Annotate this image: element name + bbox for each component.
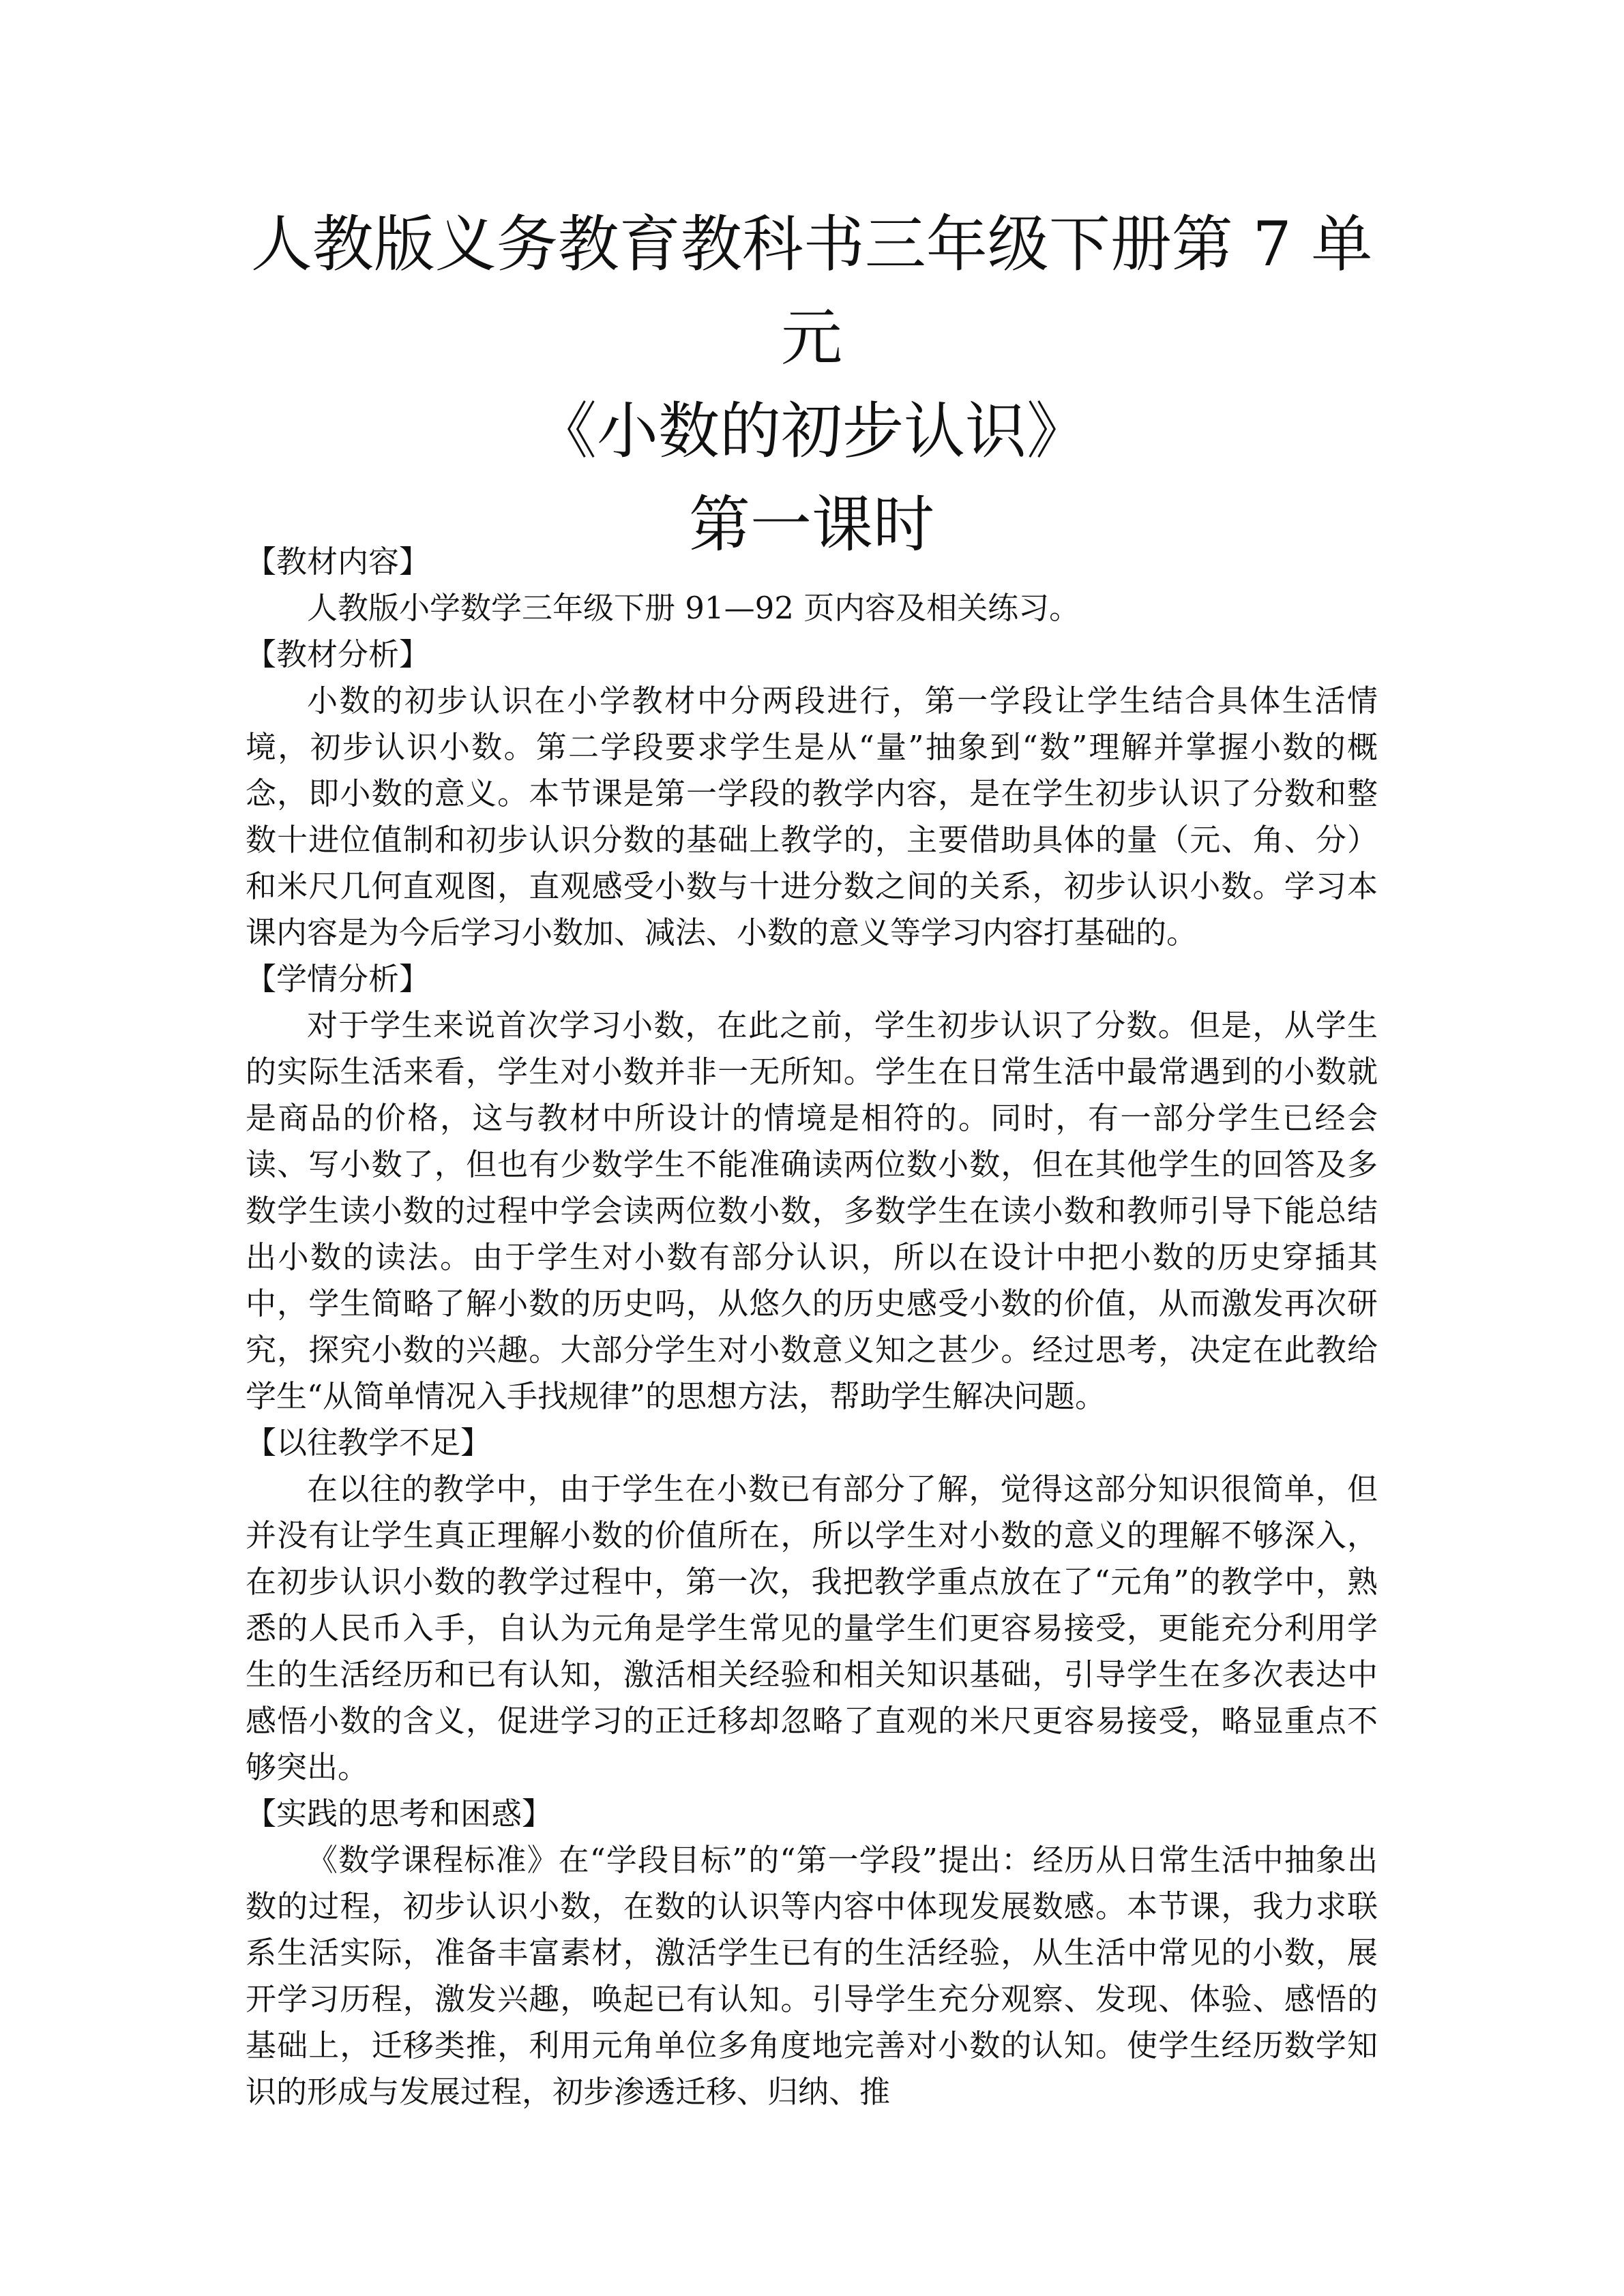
section-past-teaching-shortcomings — [246, 1420, 1378, 1791]
document-body — [246, 539, 1378, 2115]
section-student-analysis — [246, 956, 1378, 1420]
section-paragraph: 《数学课程标准》在“学段目标”的“第一学段”提出：经历从日常生活中抽象出数的过程，初步认识小数，在数的认识等内容中体现发展数感。本节课，我力求联系生活实际，准备丰富素材，激活学生已有的生活经验，从生活中常见的小数，展开学习历程，激发兴趣，唤起已有认知。引导学生充分观察、发现、体验、感悟的基础上，迁移类推，利用元角单位多角度地完善对小数的认知。使学生经历数学知识的形成与发展过程，初步渗透迁移、归纳、推 — [246, 1842, 1378, 2110]
section-textbook-content — [246, 539, 1378, 631]
section-paragraph: 在以往的教学中，由于学生在小数已有部分了解，觉得这部分知识很简单，但并没有让学生真正理解小数的价值所在，所以学生对小数的意义的理解不够深入，在初步认识小数的教学过程中，第一次，我把教学重点放在了“元角”的教学中，熟悉的人民币入手，自认为元角是学生常见的量学生们更容易接受，更能充分利用学生的生活经历和已有认知，激活相关经验和相关知识基础，引导学生在多次表达中感悟小数的含义，促进学习的正迁移却忽略了直观的米尺更容易接受，略显重点不够突出。 — [246, 1471, 1378, 1785]
section-heading: 【以往教学不足】 — [246, 1425, 492, 1461]
document-title — [246, 198, 1378, 571]
section-practice-reflection — [246, 1791, 1378, 2115]
title-line-4: 第一课时 — [689, 489, 934, 561]
title-line-1: 人教版义务教育教科书三年级下册第 7 单 — [250, 209, 1373, 280]
section-paragraph: 对于学生来说首次学习小数，在此之前，学生初步认识了分数。但是，从学生的实际生活来看，学生对小数并非一无所知。学生在日常生活中最常遇到的小数就是商品的价格，这与教材中所设计的情境是相符的。同时，有一部分学生已经会读、写小数了，但也有少数学生不能准确读两位数小数，但在其他学生的回答及多数学生读小数的过程中学会读两位数小数，多数学生在读小数和教师引导下能总结出小数的读法。由于学生对小数有部分认识，所以在设计中把小数的历史穿插其中，学生简略了解小数的历史吗，从悠久的历史感受小数的价值，从而激发再次研究，探究小数的兴趣。大部分学生对小数意义知之甚少。经过思考，决定在此教给学生“从简单情况入手找规律”的思想方法，帮助学生解决问题。 — [246, 1007, 1378, 1414]
section-paragraph: 小数的初步认识在小学教材中分两段进行，第一学段让学生结合具体生活情境，初步认识小数。第二学段要求学生是从“量”抽象到“数”理解并掌握小数的概念，即小数的意义。本节课是第一学段的教学内容，是在学生初步认识了分数和整数十进位值制和初步认识分数的基础上教学的，主要借助具体的量（元、角、分）和米尺几何直观图，直观感受小数与十进分数之间的关系，初步认识小数。学习本课内容是为今后学习小数加、减法、小数的意义等学习内容打基础的。 — [246, 683, 1378, 951]
section-textbook-analysis — [246, 631, 1378, 956]
section-heading: 【实践的思考和困惑】 — [246, 1795, 553, 1832]
title-line-2: 元 — [781, 302, 842, 374]
section-paragraph: 人教版小学数学三年级下册 91—92 页内容及相关练习。 — [307, 590, 1080, 626]
title-line-3: 《小数的初步认识》 — [535, 396, 1088, 467]
section-heading: 【学情分析】 — [246, 961, 430, 997]
section-heading: 【教材分析】 — [246, 636, 430, 672]
section-heading: 【教材内容】 — [246, 543, 430, 580]
